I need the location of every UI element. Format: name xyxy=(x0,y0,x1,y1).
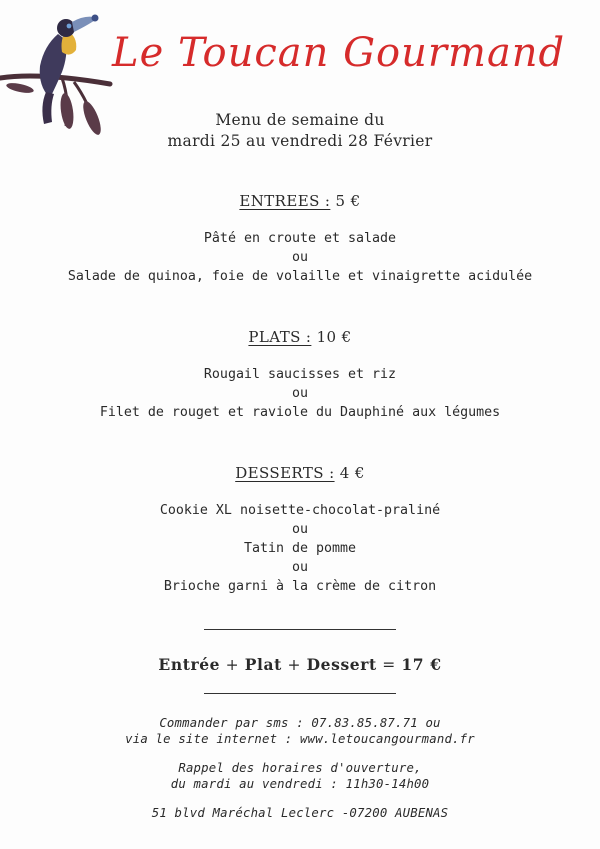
section-name: DESSERTS : xyxy=(235,464,335,482)
menu-item: Salade de quinoa, foie de volaille et vinaigrette acidulée xyxy=(67,269,533,284)
order-sms: Commander par sms : 07.83.85.87.71 ou xyxy=(159,716,441,730)
formula-plus: + xyxy=(225,656,240,674)
menu-heading-line1: Menu de semaine du xyxy=(215,111,385,129)
divider xyxy=(204,693,396,694)
section-name: ENTREES : xyxy=(239,192,331,210)
section-title xyxy=(0,464,600,482)
order-info xyxy=(0,715,600,747)
formula-equals: = xyxy=(382,656,396,674)
opening-hours xyxy=(0,760,600,792)
section-plats xyxy=(0,328,600,422)
formula-plus: + xyxy=(287,656,302,674)
menu-heading-date: mardi 25 au vendredi 28 Février xyxy=(167,132,433,150)
section-items xyxy=(0,365,600,422)
section-name: PLATS : xyxy=(248,328,312,346)
menu-item: Pâté en croute et salade xyxy=(203,231,397,246)
section-title xyxy=(0,192,600,210)
section-title xyxy=(0,328,600,346)
hours-detail: du mardi au vendredi : 11h30-14h00 xyxy=(170,777,430,791)
brand-name: Le Toucan Gourmand xyxy=(112,30,566,76)
formula-line xyxy=(0,655,600,674)
menu-item: Cookie XL noisette-chocolat-praliné xyxy=(159,503,441,518)
divider xyxy=(204,629,396,630)
menu-separator: ou xyxy=(291,560,308,575)
formula-entree: Entrée xyxy=(158,655,221,674)
order-website[interactable]: via le site internet : www.letoucangourmand.fr xyxy=(125,732,475,746)
address xyxy=(0,805,600,821)
formula-plat: Plat xyxy=(244,655,282,674)
section-desserts xyxy=(0,464,600,596)
section-entrees xyxy=(0,192,600,286)
section-items xyxy=(0,229,600,286)
menu-item: Rougail saucisses et riz xyxy=(203,367,397,382)
section-price: 5 € xyxy=(335,192,361,210)
menu-separator: ou xyxy=(291,250,308,265)
menu-heading xyxy=(0,110,600,152)
hours-intro: Rappel des horaires d'ouverture, xyxy=(178,761,422,775)
formula-price: 17 € xyxy=(401,655,442,674)
menu-item: Tatin de pomme xyxy=(243,541,357,556)
section-items xyxy=(0,501,600,596)
formula-dessert: Dessert xyxy=(306,655,377,674)
menu-separator: ou xyxy=(291,522,308,537)
menu-item: Filet de rouget et raviole du Dauphiné aux légumes xyxy=(99,405,501,420)
section-price: 10 € xyxy=(316,328,352,346)
section-price: 4 € xyxy=(339,464,365,482)
address-line: 51 blvd Maréchal Leclerc -07200 AUBENAS xyxy=(151,806,449,820)
menu-item: Brioche garni à la crème de citron xyxy=(163,579,437,594)
menu-separator: ou xyxy=(291,386,308,401)
